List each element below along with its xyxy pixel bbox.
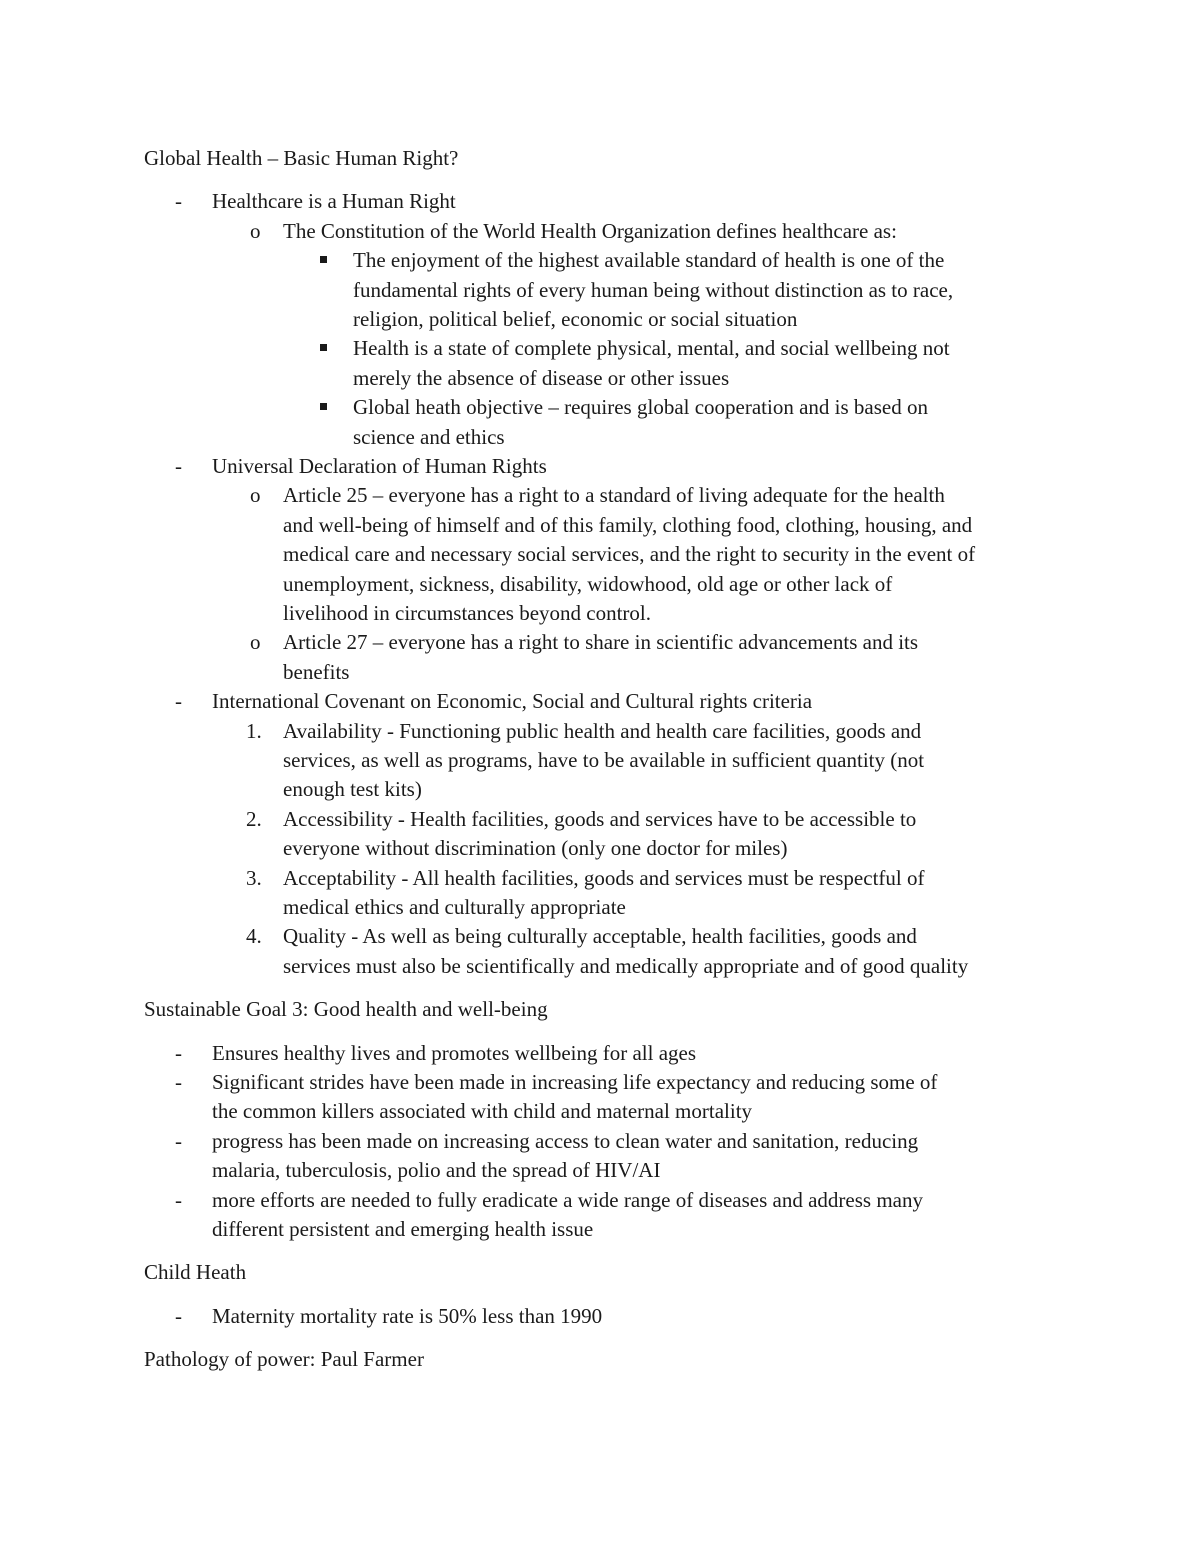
list-item-text: Maternity mortality rate is 50% less than 1990 <box>212 1303 603 1328</box>
section-heading: Child Heath <box>144 1260 247 1285</box>
list-item-text: malaria, tuberculosis, polio and the spread of HIV/AI <box>212 1158 661 1183</box>
dash-bullet: - <box>175 454 182 478</box>
dash-bullet: - <box>175 1187 182 1212</box>
sub-item-text: unemployment, sickness, disability, widowhood, old age or other lack of <box>283 571 893 596</box>
list-number: 2. <box>246 806 262 831</box>
dash-bullet: - <box>175 189 182 214</box>
sub-item-text: The Constitution of the World Health Organization defines healthcare as: <box>283 218 897 243</box>
dash-bullet: - <box>175 689 182 714</box>
sub-item-text: Article 25 – everyone has a right to a standard of living adequate for the health <box>283 483 945 508</box>
sub-sub-item-text: merely the absence of disease or other issues <box>353 365 730 390</box>
numbered-item-text: everyone without discrimination (only one doctor for miles) <box>283 836 788 861</box>
section-heading: Pathology of power: Paul Farmer <box>144 1347 424 1372</box>
list-number: 4. <box>246 924 262 949</box>
numbered-item-text: Accessibility - Health facilities, goods and services have to be accessible to <box>283 806 917 831</box>
dash-bullet: - <box>175 1128 182 1153</box>
dash-bullet: - <box>175 1303 182 1328</box>
numbered-item-text: services must also be scientifically and medically appropriate and of good quality <box>283 953 969 978</box>
sub-sub-item-text: Global heath objective – requires global cooperation and is based on <box>353 395 928 420</box>
list-item-text: Ensures healthy lives and promotes wellbeing for all ages <box>212 1040 697 1065</box>
list-number: 1. <box>246 718 262 743</box>
list-item-text: different persistent and emerging health issue <box>212 1217 594 1241</box>
section-heading: Sustainable Goal 3: Good health and well-being <box>144 997 548 1022</box>
circle-bullet: o <box>250 483 261 508</box>
sub-sub-item-text: fundamental rights of every human being without distinction as to race, <box>353 277 954 302</box>
square-bullet-icon <box>320 344 327 351</box>
list-item-text: the common killers associated with child and maternal mortality <box>212 1099 753 1124</box>
list-item-text: International Covenant on Economic, Social and Cultural rights criteria <box>212 689 813 714</box>
section-heading: Global Health – Basic Human Right? <box>144 146 459 170</box>
sub-item-text: medical care and necessary social services, and the right to security in the event of <box>283 542 976 567</box>
numbered-item-text: enough test kits) <box>283 777 422 802</box>
sub-item-text: livelihood in circumstances beyond control. <box>283 601 651 625</box>
dash-bullet: - <box>175 1070 182 1094</box>
sub-sub-item-text: Health is a state of complete physical, mental, and social wellbeing not <box>353 336 950 361</box>
sub-sub-item-text: religion, political belief, economic or social situation <box>353 307 798 331</box>
square-bullet-icon <box>320 256 327 263</box>
sub-item-text: Article 27 – everyone has a right to share in scientific advancements and its <box>283 630 919 655</box>
sub-item-text: benefits <box>283 659 350 684</box>
list-item-text: progress has been made on increasing access to clean water and sanitation, reducing <box>212 1128 919 1153</box>
circle-bullet: o <box>250 630 261 655</box>
sub-sub-item-text: The enjoyment of the highest available standard of health is one of the <box>353 248 945 273</box>
circle-bullet: o <box>250 218 261 243</box>
numbered-item-text: medical ethics and culturally appropriate <box>283 895 626 919</box>
numbered-item-text: Availability - Functioning public health and health care facilities, goods and <box>283 718 922 743</box>
list-number: 3. <box>246 865 262 890</box>
list-item-text: Universal Declaration of Human Rights <box>212 454 547 478</box>
square-bullet-icon <box>320 403 327 410</box>
sub-sub-item-text: science and ethics <box>353 424 505 449</box>
numbered-item-text: Acceptability - All health facilities, goods and services must be respectful of <box>283 865 925 890</box>
list-item-text: Significant strides have been made in increasing life expectancy and reducing some of <box>212 1070 938 1094</box>
numbered-item-text: Quality - As well as being culturally acceptable, health facilities, goods and <box>283 924 917 949</box>
list-item-text: more efforts are needed to fully eradicate a wide range of diseases and address many <box>212 1187 923 1212</box>
numbered-item-text: services, as well as programs, have to be available in sufficient quantity (not <box>283 748 925 772</box>
dash-bullet: - <box>175 1040 182 1065</box>
sub-item-text: and well-being of himself and of this family, clothing food, clothing, housing, and <box>283 512 973 537</box>
list-item-text: Healthcare is a Human Right <box>212 189 456 214</box>
